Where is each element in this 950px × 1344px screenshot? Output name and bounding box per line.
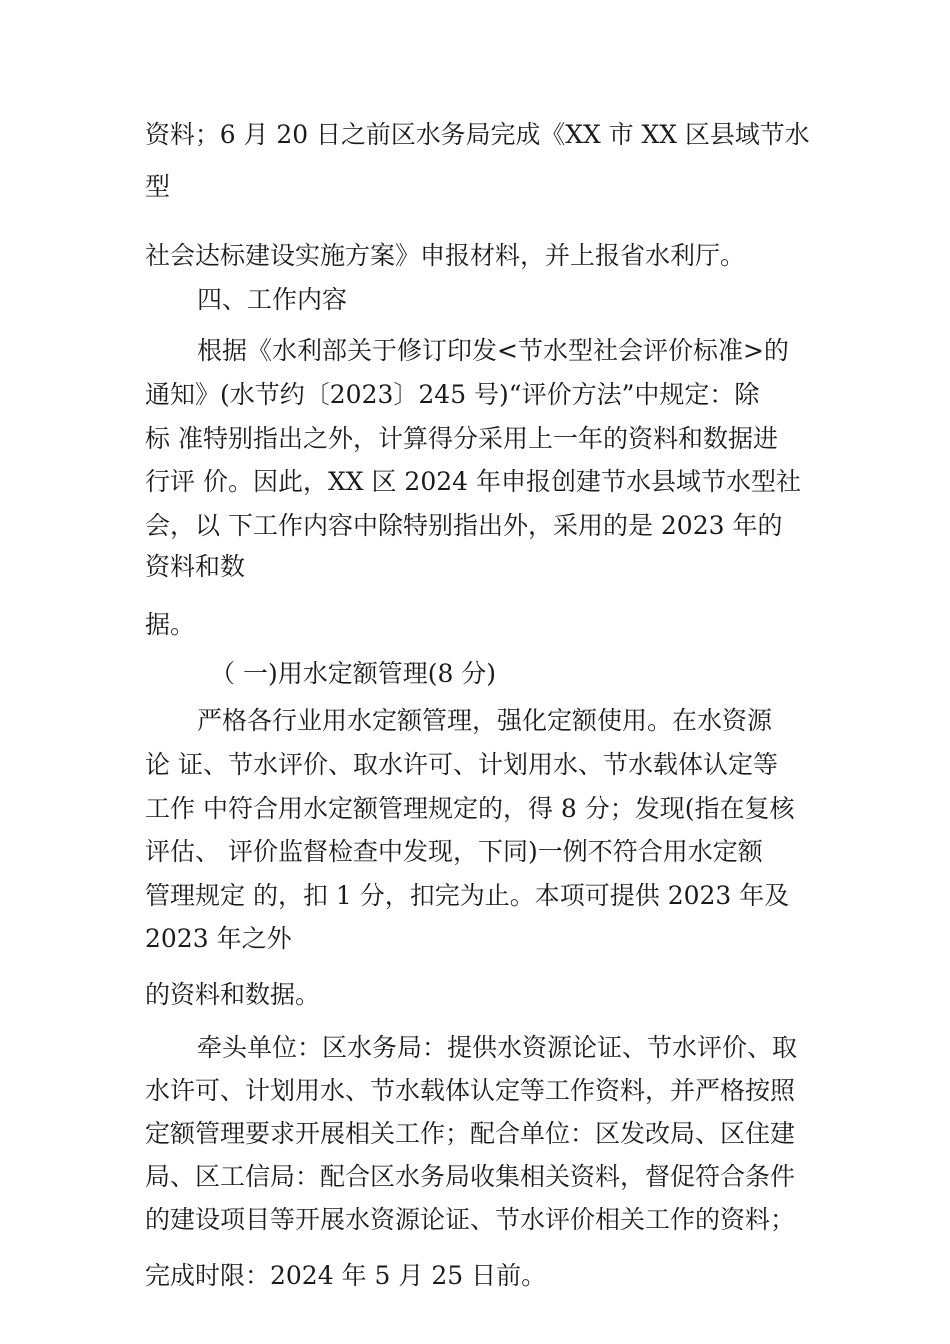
body-text-line: 通知》(水节约〔2023〕245 号)“评价方法”中规定：除 [145, 380, 760, 409]
subsection-heading: （ 一)用水定额管理(8 分) [210, 659, 497, 688]
body-text-line: 的建设项目等开展水资源论证、节水评价相关工作的资料； [145, 1205, 796, 1234]
body-text-line: 评估、 评价监督检查中发现，下同)一例不符合用水定额 [145, 837, 763, 866]
body-text-line: 标 准特别指出之外，计算得分采用上一年的资料和数据进 [145, 424, 778, 453]
body-text-line: 资料和数 [145, 552, 246, 581]
body-text-line: 根据《水利部关于修订印发<节水型社会评价标准>的 [197, 336, 789, 365]
body-text-line: 的资料和数据。 [145, 980, 321, 1009]
section-heading: 四、工作内容 [197, 285, 348, 314]
body-text-line: 2023 年之外 [145, 924, 292, 953]
body-text-line: 社会达标建设实施方案》申报材料，并上报省水利厅。 [145, 241, 746, 270]
body-text-line: 据。 [145, 610, 196, 639]
body-text-line: 行评 价。因此，XX 区 2024 年申报创建节水县域节水型社 [145, 467, 802, 496]
body-text-line: 局、区工信局：配合区水务局收集相关资料，督促符合条件 [145, 1162, 796, 1191]
body-text-line: 工作 中符合用水定额管理规定的，得 8 分；发现(指在复核 [145, 794, 795, 823]
body-text-line: 完成时限：2024 年 5 月 25 日前。 [145, 1261, 547, 1290]
body-text-line: 严格各行业用水定额管理，强化定额使用。在水资源 [197, 706, 773, 735]
body-text-line: 论 证、节水评价、取水许可、计划用水、节水载体认定等 [145, 750, 778, 779]
body-text-line: 管理规定 的，扣 1 分，扣完为止。本项可提供 2023 年及 [145, 881, 790, 910]
body-text-line: 定额管理要求开展相关工作；配合单位：区发改局、区住建 [145, 1119, 796, 1148]
body-text-line: 资料；6 月 20 日之前区水务局完成《XX 市 XX 区县域节水 [145, 120, 810, 149]
body-text-line: 型 [145, 172, 171, 201]
body-text-line: 牵头单位：区水务局：提供水资源论证、节水评价、取 [197, 1033, 798, 1062]
body-text-line: 会，以 下工作内容中除特别指出外，采用的是 2023 年的 [145, 511, 783, 540]
body-text-line: 水许可、计划用水、节水载体认定等工作资料，并严格按照 [145, 1076, 796, 1105]
